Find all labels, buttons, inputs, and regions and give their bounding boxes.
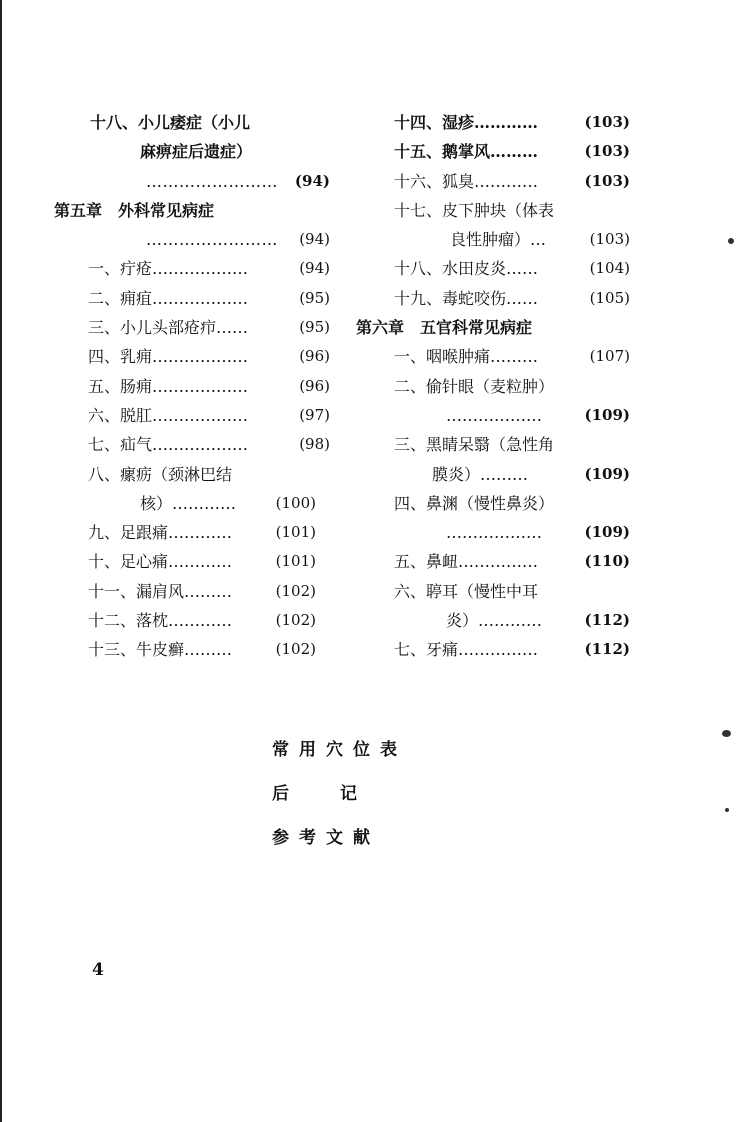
toc-entry-text: 核）………… — [140, 493, 237, 513]
toc-right-column — [356, 108, 630, 665]
toc-entry — [384, 547, 630, 576]
toc-entry — [384, 518, 630, 547]
toc-entry-text: 麻痹症后遗症） — [140, 142, 253, 162]
toc-entry-text: 七、牙痛…………… — [394, 640, 539, 660]
toc-entry-text: 三、黑睛呆翳（急性角 — [394, 435, 555, 455]
toc-entry — [384, 401, 630, 430]
toc-entry — [384, 137, 630, 166]
toc-entry-text: 十二、落枕………… — [88, 611, 233, 631]
toc-entry-text: 十八、小儿痿症（小儿 — [90, 113, 251, 132]
toc-left-column — [54, 108, 330, 665]
toc-entry — [84, 606, 330, 635]
chapter-title: 第六章 五官科常见病症 — [356, 318, 533, 338]
toc-entry — [384, 577, 630, 606]
toc-page-ref: (109) — [584, 464, 630, 483]
toc-entry — [384, 372, 630, 401]
toc-entry — [84, 284, 330, 313]
toc-entry — [384, 342, 630, 371]
back-matter-references: 参考文献 — [272, 828, 380, 848]
scan-speck — [725, 808, 729, 812]
toc-entry-text: 十四、湿疹………… — [394, 113, 539, 132]
toc-entry-text: 炎）………… — [446, 611, 543, 631]
toc-page-ref: (105) — [589, 288, 630, 307]
toc-entry — [84, 547, 330, 576]
toc-entry — [84, 254, 330, 283]
toc-page-ref: (94) — [294, 171, 330, 190]
toc-entry — [384, 108, 630, 137]
toc-entry-text: 膜炎）……… — [432, 464, 529, 484]
toc-page-ref: (95) — [299, 318, 330, 337]
toc-page-ref: (94) — [299, 259, 330, 278]
toc-entry-text: 二、偷针眼（麦粒肿） — [394, 376, 555, 396]
toc-entry — [84, 577, 330, 606]
toc-page-ref: (98) — [299, 435, 330, 454]
toc-entry — [384, 196, 630, 225]
toc-entry-text: ……………… — [446, 405, 542, 425]
toc-entry — [84, 108, 330, 137]
toc-entry-text: 一、疔疮……………… — [88, 259, 249, 279]
toc-page-ref: (100) — [275, 493, 316, 512]
toc-entry — [384, 430, 630, 459]
toc-entry-text: 四、鼻渊（慢性鼻炎） — [394, 493, 555, 513]
toc-entry — [384, 606, 630, 635]
toc-entry — [84, 342, 330, 371]
back-matter-afterword: 后 记 — [272, 784, 357, 804]
toc-entry — [84, 313, 330, 342]
toc-entry-text: 十五、鹅掌风……… — [394, 142, 539, 162]
toc-entry-text: 四、乳痈……………… — [88, 347, 249, 367]
toc-entry-text: 三、小儿头部疮疖…… — [88, 318, 249, 338]
toc-entry-text: 六、聤耳（慢性中耳 — [394, 581, 539, 601]
toc-page-ref: (107) — [589, 347, 630, 366]
toc-page-ref: (95) — [299, 288, 330, 307]
toc-entry-text: …………………… — [146, 171, 278, 191]
toc-entry-text: 六、脱肛……………… — [88, 405, 249, 425]
page-edge — [0, 0, 2, 1122]
toc-entry — [84, 372, 330, 401]
toc-page-ref: (96) — [299, 376, 330, 395]
toc-entry-text: 八、瘰疬（颈淋巴结 — [88, 464, 233, 484]
toc-page-ref: (103) — [589, 230, 630, 249]
toc-entry — [84, 167, 330, 196]
toc-entry-text: 十、足心痛………… — [88, 552, 233, 572]
toc-page-ref: (101) — [275, 523, 316, 542]
toc-entry-text: ……………… — [446, 523, 542, 543]
toc-page-ref: (112) — [584, 640, 630, 659]
page-number: 4 — [92, 960, 104, 980]
toc-entry — [84, 460, 330, 489]
toc-entry — [384, 284, 630, 313]
toc-entry — [84, 489, 330, 518]
toc-entry — [84, 225, 330, 254]
toc-entry — [84, 635, 330, 664]
toc-page-ref: (101) — [275, 552, 316, 571]
toc-page-ref: (109) — [584, 523, 630, 542]
toc-entry — [84, 430, 330, 459]
back-matter-acupoint-table: 常用穴位表 — [272, 740, 407, 760]
toc-page-ref: (103) — [584, 113, 630, 131]
toc-page-ref: (104) — [589, 259, 630, 278]
toc-entry-text: 五、肠痈……………… — [88, 376, 249, 396]
toc-entry-text: 十一、漏肩风……… — [88, 581, 233, 601]
toc-entry — [384, 635, 630, 664]
toc-entry — [84, 137, 330, 166]
toc-entry-text: 一、咽喉肿痛……… — [394, 347, 539, 367]
toc-entry — [84, 401, 330, 430]
toc-entry-text: …………………… — [146, 230, 278, 250]
toc-entry — [384, 225, 630, 254]
toc-page-ref: (110) — [584, 552, 630, 571]
back-matter-list — [272, 728, 407, 860]
toc-entry-text: 十六、狐臭………… — [394, 171, 539, 191]
toc-entry — [84, 518, 330, 547]
toc-entry-text: 九、足跟痛………… — [88, 523, 233, 543]
toc-page-ref: (102) — [275, 581, 316, 600]
chapter-heading — [356, 313, 630, 342]
toc-entry-text: 十九、毒蛇咬伤…… — [394, 288, 539, 308]
chapter-title: 第五章 外科常见病症 — [54, 200, 215, 220]
toc-entry-text: 五、鼻衄…………… — [394, 552, 539, 572]
scan-speck — [722, 730, 731, 737]
toc-page-ref: (102) — [275, 611, 316, 630]
toc-entry-text: 良性肿瘤）… — [450, 230, 547, 250]
toc-entry — [384, 167, 630, 196]
toc-entry-text: 七、疝气……………… — [88, 435, 249, 455]
toc-entry-text: 十八、水田皮炎…… — [394, 259, 539, 279]
scan-speck — [728, 238, 734, 244]
chapter-heading — [54, 196, 330, 225]
toc-page-ref: (96) — [299, 347, 330, 366]
toc-entry — [384, 460, 630, 489]
toc-page-ref: (97) — [299, 405, 330, 424]
toc-page-ref: (103) — [584, 171, 630, 190]
toc-entry — [384, 489, 630, 518]
toc-page-ref: (109) — [584, 405, 630, 424]
toc-entry-text: 十七、皮下肿块（体表 — [394, 200, 555, 220]
toc-page-ref: (112) — [584, 611, 630, 630]
toc-entry-text: 二、痈疽……………… — [88, 288, 249, 308]
toc-page-ref: (102) — [275, 640, 316, 659]
toc-entry — [384, 254, 630, 283]
toc-entry-text: 十三、牛皮癣……… — [88, 640, 233, 660]
toc-page-ref: (94) — [299, 230, 330, 249]
toc-page-ref: (103) — [584, 142, 630, 161]
